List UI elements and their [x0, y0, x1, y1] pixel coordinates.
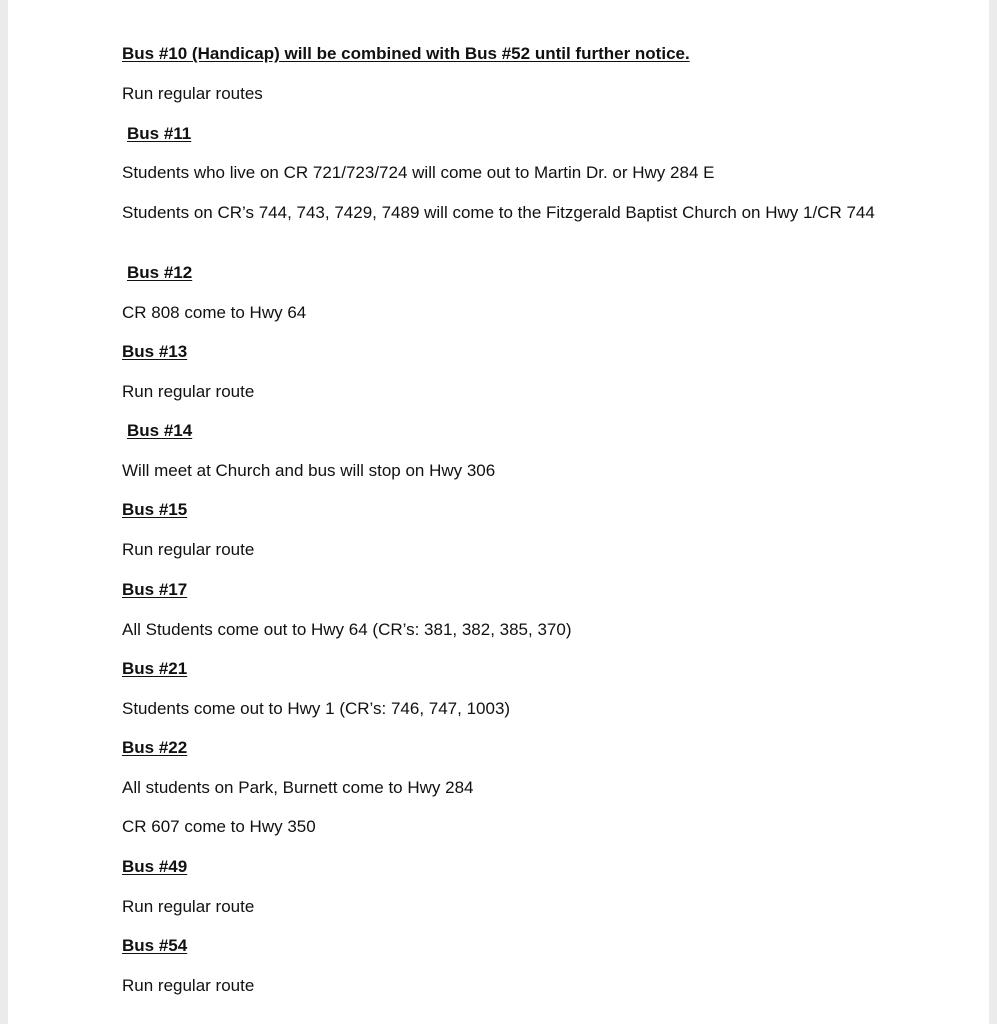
bus-22-heading: Bus #22 [122, 738, 188, 757]
notice-detail: Run regular routes [122, 84, 263, 103]
bus-12-heading: Bus #12 [127, 263, 193, 282]
bus-15-heading: Bus #15 [122, 500, 188, 519]
bus-13-line-1: Run regular route [122, 382, 255, 401]
bus-49-line-1: Run regular route [122, 897, 255, 916]
bus-49-heading: Bus #49 [122, 857, 188, 876]
bus-54-line-1: Run regular route [122, 976, 255, 995]
bus-17-line-1: All Students come out to Hwy 64 (CR’s: 381, 382, 385, 370) [122, 620, 572, 639]
bus-14-heading: Bus #14 [127, 421, 193, 440]
bus-21-line-1: Students come out to Hwy 1 (CR’s: 746, 747, 1003) [122, 699, 511, 718]
document-page [8, 0, 989, 1024]
bus-15-line-1: Run regular route [122, 540, 255, 559]
notice-heading: Bus #10 (Handicap) will be combined with Bus #52 until further notice. [122, 44, 690, 63]
bus-12-line-1: CR 808 come to Hwy 64 [122, 303, 307, 322]
bus-11-line-1: Students who live on CR 721/723/724 will come out to Martin Dr. or Hwy 284 E [122, 163, 715, 182]
bus-22-line-2: CR 607 come to Hwy 350 [122, 817, 316, 836]
bus-22-line-1: All students on Park, Burnett come to Hwy 284 [122, 778, 474, 797]
bus-21-heading: Bus #21 [122, 659, 188, 678]
bus-17-heading: Bus #17 [122, 580, 188, 599]
bus-54-heading: Bus #54 [122, 936, 188, 955]
bus-11-heading: Bus #11 [127, 124, 192, 143]
bus-14-line-1: Will meet at Church and bus will stop on Hwy 306 [122, 461, 496, 480]
bus-13-heading: Bus #13 [122, 342, 188, 361]
bus-11-line-2: Students on CR’s 744, 743, 7429, 7489 will come to the Fitzgerald Baptist Church on Hwy 1/CR 744 [122, 203, 875, 222]
